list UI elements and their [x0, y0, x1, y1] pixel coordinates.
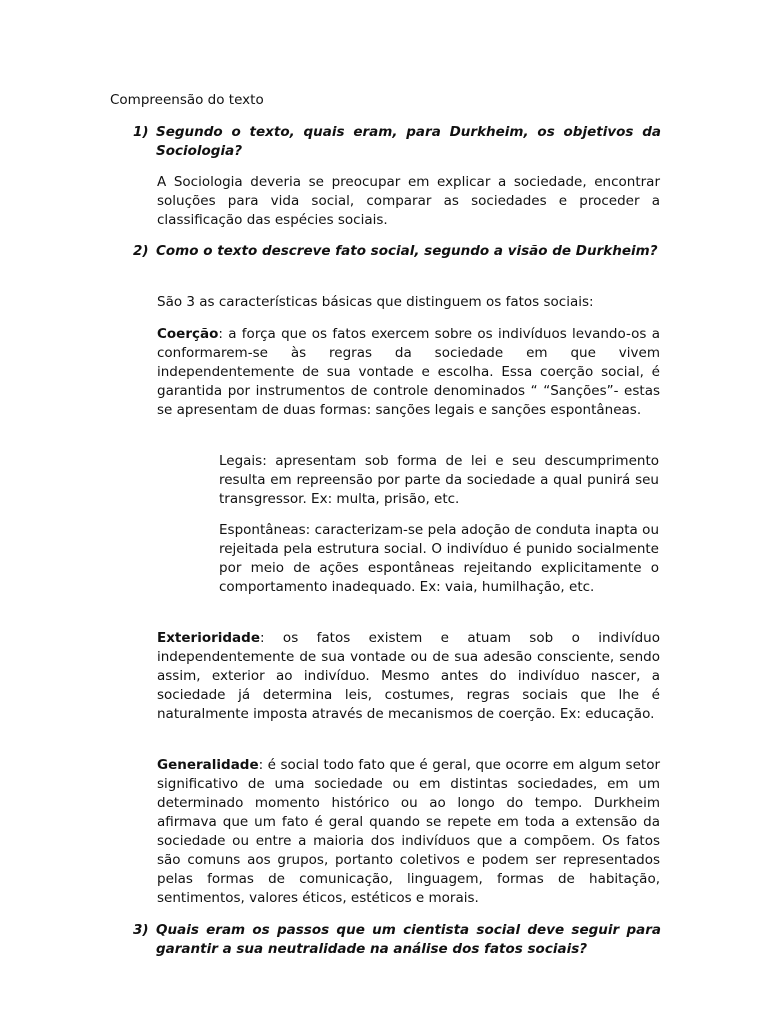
exterioridade-term: Exterioridade	[157, 630, 260, 646]
generalidade-text: : é social todo fato que é geral, que ocorre em algum setor significativo de uma sociedade ou em distintas sociedades, em um determinado momento histórico ou ao longo do tempo. Durkheim afirmava que um fato é geral quando se repete em toda a extensão da sociedade ou entre a maioria dos indivíduos que a compõem. Os fatos são comuns aos grupos, portanto coletivos e podem ser representados pelas formas de comunicação, linguagem, formas de habitação, sentimentos, valores éticos, estéticos e morais.	[157, 757, 660, 906]
question-1-text: Segundo o texto, quais eram, para Durkheim, os objetivos da Sociologia?	[156, 124, 661, 159]
question-1	[133, 123, 661, 161]
answer-1: A Sociologia deveria se preocupar em explicar a sociedade, encontrar soluções para vida social, comparar as sociedades e proceder a classificação das espécies sociais.	[157, 174, 660, 228]
answer-2-intro: São 3 as características básicas que distinguem os fatos sociais:	[157, 294, 594, 310]
question-3-text: Quais eram os passos que um cientista social deve seguir para garantir a sua neutralidade na análise dos fatos sociais?	[156, 922, 661, 957]
question-1-number: 1)	[133, 124, 149, 140]
exterioridade-text: : os fatos existem e atuam sob o indivíduo independentemente de sua vontade ou de sua adesão consciente, sendo assim, exterior ao indivíduo. Mesmo antes do indivíduo nascer, a sociedade já determina leis, costumes, regras sociais que lhe é naturalmente imposta através de mecanismos de coerção. Ex: educação.	[157, 630, 660, 722]
generalidade-term: Generalidade	[157, 757, 259, 773]
question-3-number: 3)	[133, 922, 149, 938]
question-3	[133, 921, 661, 959]
coercao-term: Coerção	[157, 326, 219, 342]
espontaneas-paragraph: Espontâneas: caracterizam-se pela adoção de conduta inapta ou rejeitada pela estrutura social. O indivíduo é punido socialmente por meio de ações espontâneas rejeitando explicitamente o comportamento inadequado. Ex: vaia, humilhação, etc.	[219, 522, 659, 595]
coercao-text: : a força que os fatos exercem sobre os indivíduos levando-os a conformarem-se às regras da sociedade em que vivem independentemente de sua vontade e escolha. Essa coerção social, é garantida por instrumentos de controle denominados “ “Sanções”- estas se apresentam de duas formas: sanções legais e sanções espontâneas.	[157, 326, 660, 418]
question-2-number: 2)	[133, 243, 149, 259]
coercao-paragraph	[157, 325, 660, 420]
generalidade-paragraph	[157, 756, 660, 908]
question-2	[133, 242, 661, 261]
question-2-text: Como o texto descreve fato social, segundo a visão de Durkheim?	[156, 243, 658, 259]
exterioridade-paragraph	[157, 629, 660, 724]
legais-paragraph: Legais: apresentam sob forma de lei e seu descumprimento resulta em repreensão por parte da sociedade a qual punirá seu transgressor. Ex: multa, prisão, etc.	[219, 453, 659, 507]
section-heading: Compreensão do texto	[110, 92, 264, 108]
